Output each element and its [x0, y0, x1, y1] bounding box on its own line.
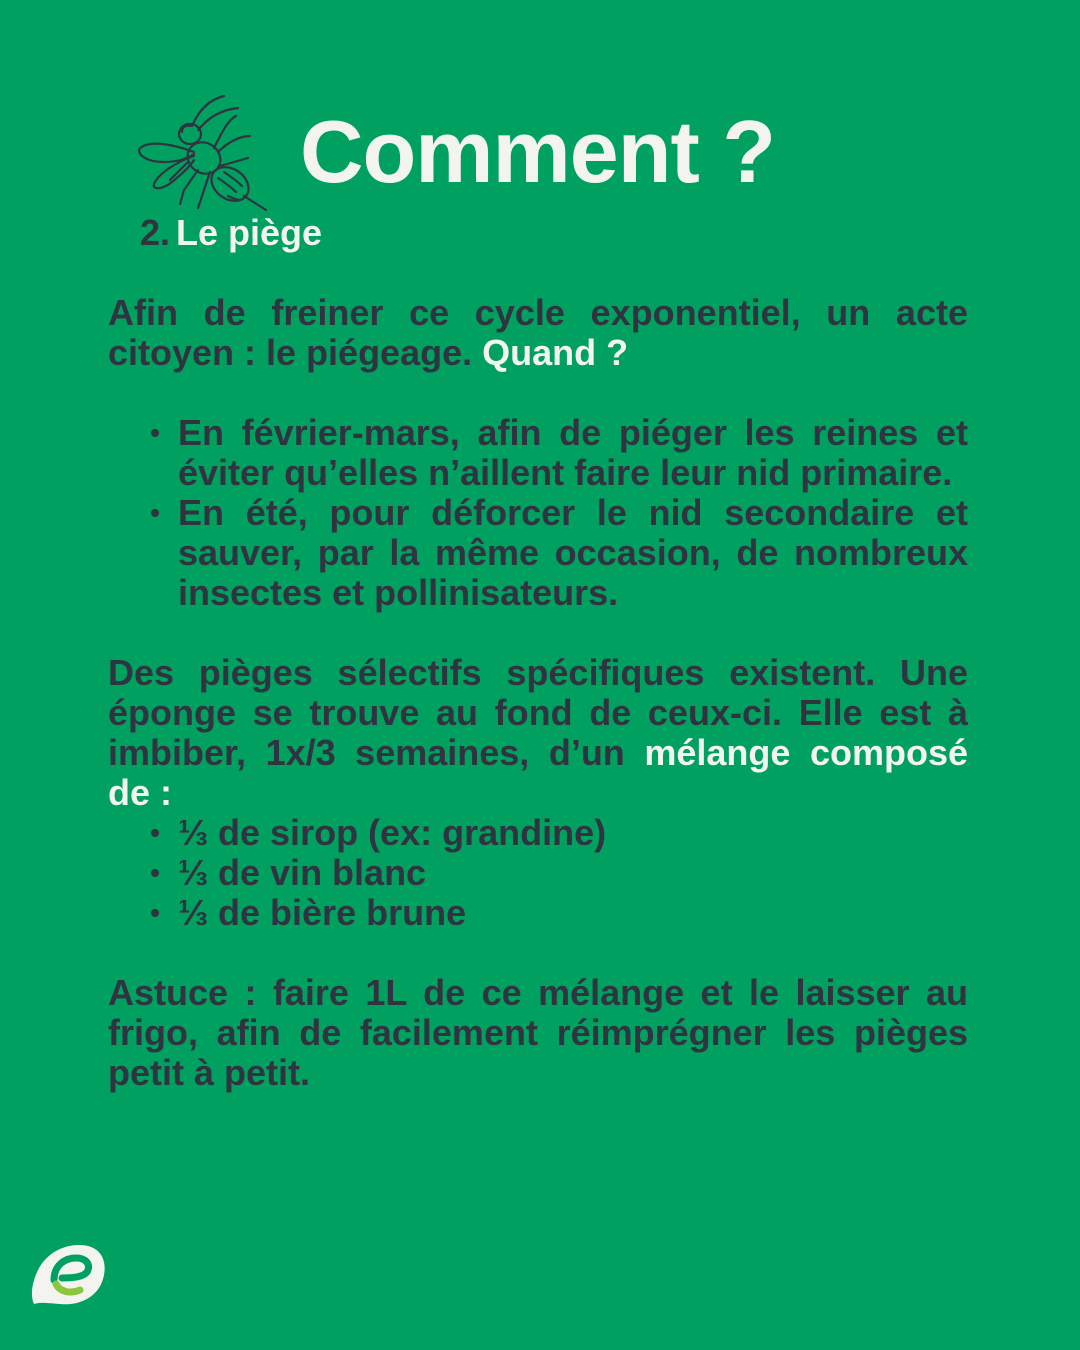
ingredient-item: ⅓ de sirop (ex: grandine)	[108, 813, 968, 853]
intro-highlight: Quand ?	[482, 332, 629, 373]
intro-paragraph	[108, 293, 968, 373]
traps-highlight: mélange composé de :	[108, 732, 968, 813]
ingredient-item: ⅓ de bière brune	[108, 893, 968, 933]
ingredient-item: ⅓ de vin blanc	[108, 853, 968, 893]
step-label: Le piège	[176, 212, 323, 253]
body-content	[108, 293, 968, 1093]
when-list	[108, 413, 968, 613]
wasp-icon	[128, 92, 276, 220]
traps-text: Des pièges sélectifs spécifiques existent. Une éponge se trouve au fond de ceux-ci. Elle est à imbiber, 1x/3 semaines, d’un	[108, 652, 968, 773]
brand-e-logo-icon	[26, 1240, 108, 1308]
ingredients-list	[108, 813, 968, 933]
traps-paragraph	[108, 653, 968, 813]
tip-paragraph: Astuce : faire 1L de ce mélange et le laisser au frigo, afin de facilement réimprégner les pièges petit à petit.	[108, 972, 968, 1093]
intro-text: Afin de freiner ce cycle exponentiel, un acte citoyen : le piégeage.	[108, 292, 968, 373]
list-item: En février-mars, afin de piéger les reines et éviter qu’elles n’aillent faire leur nid primaire.	[108, 413, 968, 493]
step-number: 2.	[140, 212, 171, 253]
page-title: Comment ?	[300, 102, 775, 201]
step-heading	[140, 210, 322, 256]
list-item: En été, pour déforcer le nid secondaire et sauver, par la même occasion, de nombreux insectes et pollinisateurs.	[108, 493, 968, 613]
